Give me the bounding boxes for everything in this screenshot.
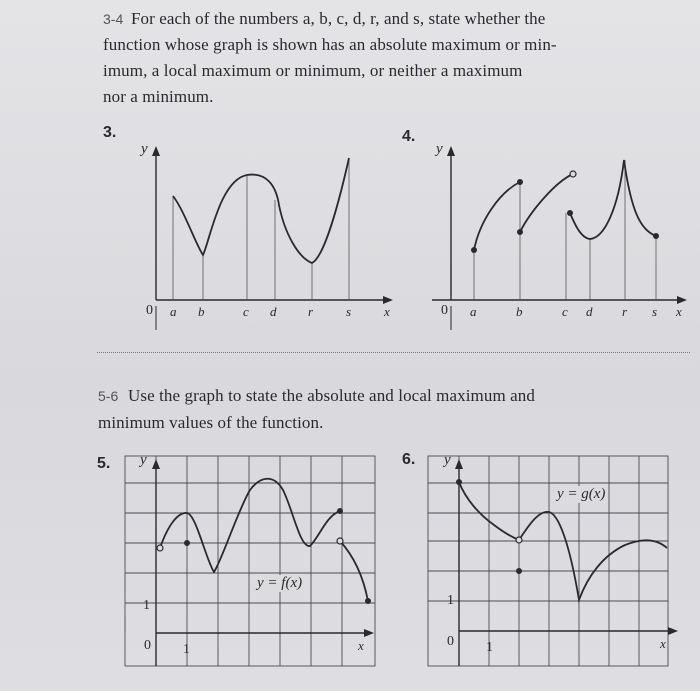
graph4-tick-d: d	[586, 304, 593, 319]
graph5-origin: 0	[144, 638, 151, 653]
graph3-tick-c: c	[243, 304, 249, 319]
graph4-tick-s: s	[652, 304, 658, 319]
graph6-y-tick: 1	[447, 593, 454, 608]
graph4-x-label: x	[676, 304, 682, 319]
graph3-x-label: x	[384, 304, 390, 319]
graph5-x-tick: 1	[183, 642, 190, 657]
problem-text-line-5: Use the graph to state the absolute and local maximum and	[128, 386, 535, 405]
graph4-tick-r: r	[622, 304, 628, 319]
problem-text-line-1: For each of the numbers a, b, c, d, r, and s, state whether the	[131, 9, 546, 28]
graph6-x-label: x	[660, 636, 666, 651]
graph3-tick-s: s	[346, 304, 352, 319]
graph6-x-tick: 1	[486, 640, 493, 655]
problem-text-line-4: nor a minimum.	[103, 87, 214, 106]
problem-number-6: 6.	[402, 451, 416, 468]
graph5-function-label: y = f(x)	[257, 575, 303, 591]
graph3-y-label: y	[141, 141, 148, 157]
graph4-y-label: y	[436, 141, 443, 157]
problem-number-4: 4.	[402, 128, 416, 145]
graph3-tick-r: r	[308, 304, 314, 319]
graph5-y-tick: 1	[143, 598, 150, 613]
problem-number-5: 5.	[97, 455, 111, 472]
graph3-origin: 0	[146, 303, 153, 318]
graph6-y-label: y	[444, 452, 451, 468]
graph3-tick-d: d	[270, 304, 277, 319]
problem-text-line-3: imum, a local maximum or minimum, or neither a maximum	[103, 61, 523, 80]
problem-number-3: 3.	[103, 124, 117, 141]
problem-range-3-4: 3-4	[103, 11, 124, 27]
graph4-origin: 0	[441, 303, 448, 318]
graph5-x-label: x	[358, 638, 364, 653]
graph3-tick-a: a	[170, 304, 177, 319]
graph4-tick-c: c	[562, 304, 568, 319]
graph3-tick-b: b	[198, 304, 205, 319]
graph5-y-label: y	[140, 452, 147, 468]
problem-text-line-2: function whose graph is shown has an absolute maximum or min-	[103, 35, 557, 54]
graph6-origin: 0	[447, 634, 454, 649]
problem-text-line-6: minimum values of the function.	[98, 413, 324, 432]
graph6-function-label: y = g(x)	[557, 486, 606, 502]
graph4-tick-b: b	[516, 304, 523, 319]
graph4-tick-a: a	[470, 304, 477, 319]
problem-range-5-6: 5-6	[98, 388, 119, 404]
